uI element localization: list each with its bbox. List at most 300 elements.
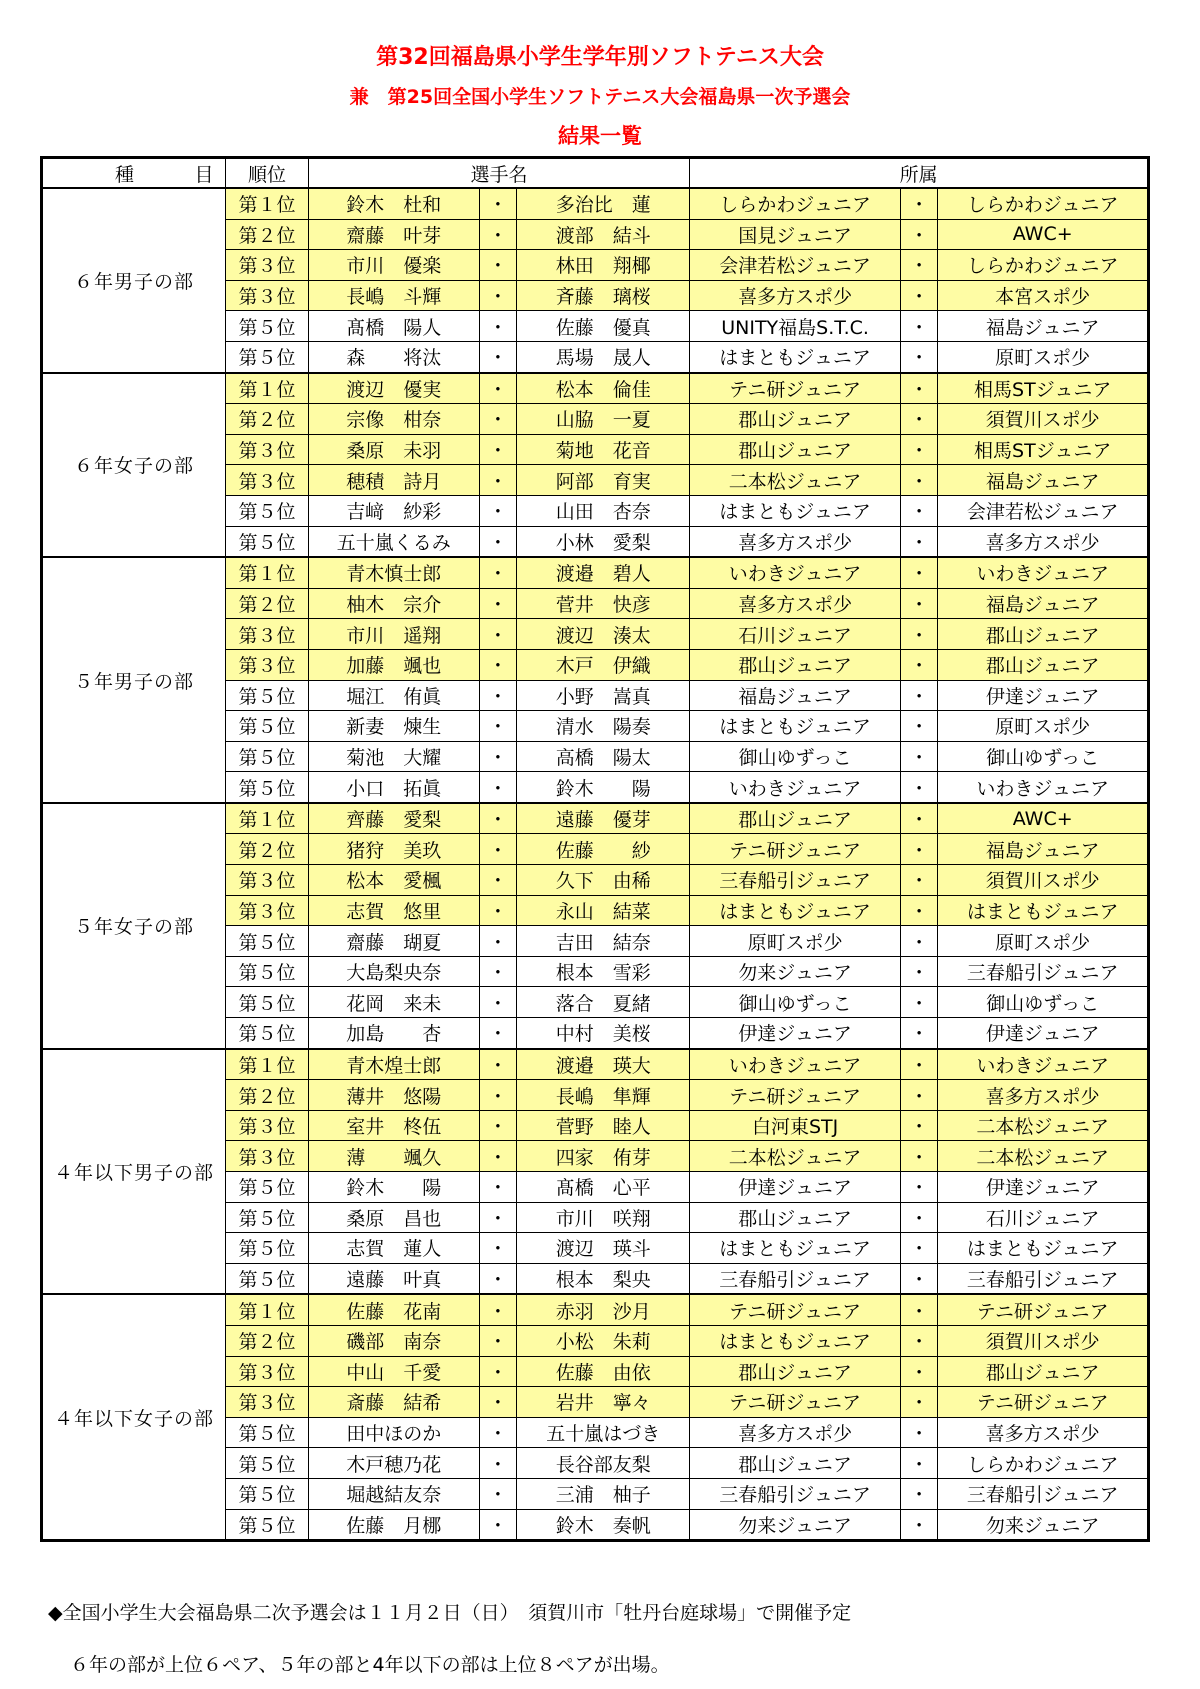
affiliation2-cell: 相馬STジュニア [938,373,1149,404]
separator-cell: ・ [479,1172,516,1203]
separator-cell: ・ [900,280,937,311]
separator-cell: ・ [900,987,937,1018]
affiliation1-cell: しらかわジュニア [690,188,901,219]
rank-cell: 第５位 [226,341,309,372]
separator-cell: ・ [479,526,516,557]
player2-cell: 渡辺 湊太 [517,619,690,650]
rank-cell: 第３位 [226,250,309,281]
player1-cell: 渡辺 優実 [308,373,479,404]
player2-cell: 佐藤 由依 [517,1356,690,1387]
separator-cell: ・ [479,188,516,219]
affiliation2-cell: テニ研ジュニア [938,1387,1149,1418]
rank-cell: 第３位 [226,895,309,926]
affiliation2-cell: しらかわジュニア [938,188,1149,219]
results-heading: 結果一覧 [558,124,642,148]
affiliation1-cell: 国見ジュニア [690,219,901,250]
rank-cell: 第５位 [226,741,309,772]
rank-cell: 第５位 [226,1018,309,1049]
separator-cell: ・ [900,1202,937,1233]
affiliation2-cell: 伊達ジュニア [938,680,1149,711]
header-affiliation: 所属 [690,158,1149,189]
player1-cell: 大島梨央奈 [308,956,479,987]
affiliation2-cell: 喜多方スポ少 [938,1417,1149,1448]
affiliation1-cell: 三春船引ジュニア [690,1478,901,1509]
player1-cell: 磯部 南奈 [308,1325,479,1356]
rank-cell: 第２位 [226,219,309,250]
player2-cell: 渡辺 瑛斗 [517,1233,690,1264]
player1-cell: 佐藤 月梛 [308,1509,479,1541]
table-row [42,1049,1149,1080]
rank-cell: 第２位 [226,404,309,435]
affiliation1-cell: テニ研ジュニア [690,1080,901,1111]
separator-cell: ・ [479,680,516,711]
affiliation2-cell: 原町スポ少 [938,926,1149,957]
separator-cell: ・ [900,1356,937,1387]
separator-cell: ・ [479,1294,516,1325]
separator-cell: ・ [479,434,516,465]
separator-cell: ・ [479,465,516,496]
separator-cell: ・ [900,404,937,435]
player2-cell: 中村 美桜 [517,1018,690,1049]
affiliation1-cell: 喜多方スポ少 [690,588,901,619]
affiliation2-cell: 福島ジュニア [938,465,1149,496]
player1-cell: 堀江 侑眞 [308,680,479,711]
player1-cell: 斎藤 結希 [308,1387,479,1418]
player2-cell: 落合 夏緒 [517,987,690,1018]
player2-cell: 根本 梨央 [517,1263,690,1294]
separator-cell: ・ [900,465,937,496]
affiliation2-cell: 喜多方スポ少 [938,1080,1149,1111]
player1-cell: 市川 優楽 [308,250,479,281]
affiliation2-cell: 原町スポ少 [938,341,1149,372]
results-body [42,188,1149,1541]
affiliation1-cell: 二本松ジュニア [690,465,901,496]
player1-cell: 菊池 大耀 [308,741,479,772]
separator-cell: ・ [900,434,937,465]
player1-cell: 五十嵐くるみ [308,526,479,557]
affiliation1-cell: 伊達ジュニア [690,1018,901,1049]
affiliation2-cell: 三春船引ジュニア [938,1263,1149,1294]
separator-cell: ・ [479,219,516,250]
rank-cell: 第５位 [226,1509,309,1541]
affiliation2-cell: しらかわジュニア [938,250,1149,281]
affiliation1-cell: テニ研ジュニア [690,1387,901,1418]
rank-cell: 第５位 [226,956,309,987]
player2-cell: 長嶋 隼輝 [517,1080,690,1111]
rank-cell: 第２位 [226,1325,309,1356]
separator-cell: ・ [900,956,937,987]
player1-cell: 猪狩 美玖 [308,834,479,865]
player2-cell: 三浦 柚子 [517,1478,690,1509]
player2-cell: 吉田 結奈 [517,926,690,957]
separator-cell: ・ [900,741,937,772]
separator-cell: ・ [900,895,937,926]
separator-cell: ・ [900,588,937,619]
affiliation2-cell: 相馬STジュニア [938,434,1149,465]
player2-cell: 菅井 快彦 [517,588,690,619]
player2-cell: 松本 倫佳 [517,373,690,404]
separator-cell: ・ [479,1018,516,1049]
table-header-row [42,158,1149,189]
player2-cell: 多治比 蓮 [517,188,690,219]
player1-cell: 遠藤 叶真 [308,1263,479,1294]
affiliation2-cell: 御山ゆずっこ [938,741,1149,772]
separator-cell: ・ [900,1233,937,1264]
player2-cell: 鈴木 奏帆 [517,1509,690,1541]
player2-cell: 山脇 一夏 [517,404,690,435]
separator-cell: ・ [479,956,516,987]
separator-cell: ・ [479,1478,516,1509]
category-cell: ６年女子の部 [42,373,226,558]
affiliation2-cell: テニ研ジュニア [938,1294,1149,1325]
affiliation1-cell: いわきジュニア [690,557,901,588]
affiliation1-cell: 福島ジュニア [690,680,901,711]
player1-cell: 加島 杏 [308,1018,479,1049]
separator-cell: ・ [900,1294,937,1325]
player1-cell: 堀越結友奈 [308,1478,479,1509]
separator-cell: ・ [479,987,516,1018]
separator-cell: ・ [900,495,937,526]
player2-cell: 渡部 結斗 [517,219,690,250]
separator-cell: ・ [479,1141,516,1172]
rank-cell: 第５位 [226,526,309,557]
document-subtitle: 兼 第25回全国小学生ソフトテニス大会福島県一次予選会 [349,86,851,108]
affiliation2-cell: 郡山ジュニア [938,619,1149,650]
category-cell: ５年男子の部 [42,557,226,803]
table-row [42,803,1149,834]
affiliation1-cell: 伊達ジュニア [690,1172,901,1203]
player1-cell: 加藤 颯也 [308,649,479,680]
affiliation2-cell: はまともジュニア [938,895,1149,926]
separator-cell: ・ [900,619,937,650]
affiliation2-cell: 会津若松ジュニア [938,495,1149,526]
player2-cell: 山田 杏奈 [517,495,690,526]
affiliation2-cell: いわきジュニア [938,1049,1149,1080]
player1-cell: 小口 拓眞 [308,772,479,803]
table-row [42,373,1149,404]
affiliation1-cell: いわきジュニア [690,1049,901,1080]
affiliation2-cell: 二本松ジュニア [938,1110,1149,1141]
separator-cell: ・ [479,834,516,865]
rank-cell: 第３位 [226,434,309,465]
player2-cell: 高橋 陽太 [517,741,690,772]
category-cell: ５年女子の部 [42,803,226,1049]
affiliation1-cell: 喜多方スポ少 [690,526,901,557]
rank-cell: 第５位 [226,1202,309,1233]
separator-cell: ・ [479,1110,516,1141]
separator-cell: ・ [479,1263,516,1294]
rank-cell: 第３位 [226,1141,309,1172]
player2-cell: 永山 結菜 [517,895,690,926]
separator-cell: ・ [900,1509,937,1541]
separator-cell: ・ [900,649,937,680]
affiliation2-cell: 石川ジュニア [938,1202,1149,1233]
player1-cell: 佐藤 花南 [308,1294,479,1325]
separator-cell: ・ [479,741,516,772]
player2-cell: 小林 愛梨 [517,526,690,557]
rank-cell: 第５位 [226,711,309,742]
affiliation1-cell: はまともジュニア [690,1325,901,1356]
separator-cell: ・ [900,341,937,372]
affiliation1-cell: はまともジュニア [690,711,901,742]
separator-cell: ・ [479,404,516,435]
affiliation2-cell: 本宮スポ少 [938,280,1149,311]
player1-cell: 穂積 詩月 [308,465,479,496]
separator-cell: ・ [900,1263,937,1294]
affiliation1-cell: 郡山ジュニア [690,649,901,680]
separator-cell: ・ [479,803,516,834]
player1-cell: 志賀 悠里 [308,895,479,926]
player2-cell: 鈴木 陽 [517,772,690,803]
player1-cell: 新妻 煉生 [308,711,479,742]
separator-cell: ・ [900,311,937,342]
player2-cell: 小松 朱莉 [517,1325,690,1356]
player1-cell: 桑原 昌也 [308,1202,479,1233]
player1-cell: 吉﨑 紗彩 [308,495,479,526]
player1-cell: 長嶋 斗輝 [308,280,479,311]
rank-cell: 第５位 [226,987,309,1018]
separator-cell: ・ [479,1233,516,1264]
affiliation1-cell: 郡山ジュニア [690,434,901,465]
separator-cell: ・ [900,680,937,711]
separator-cell: ・ [479,711,516,742]
table-row [42,557,1149,588]
player1-cell: 鈴木 杜和 [308,188,479,219]
separator-cell: ・ [479,1417,516,1448]
separator-cell: ・ [479,1509,516,1541]
player1-cell: 齋藤 瑚夏 [308,926,479,957]
affiliation2-cell: 喜多方スポ少 [938,526,1149,557]
rank-cell: 第１位 [226,373,309,404]
affiliation1-cell: テニ研ジュニア [690,1294,901,1325]
rank-cell: 第５位 [226,772,309,803]
rank-cell: 第５位 [226,1478,309,1509]
player1-cell: 室井 柊伍 [308,1110,479,1141]
rank-cell: 第１位 [226,803,309,834]
separator-cell: ・ [479,649,516,680]
separator-cell: ・ [900,803,937,834]
separator-cell: ・ [479,311,516,342]
affiliation2-cell: いわきジュニア [938,557,1149,588]
separator-cell: ・ [479,619,516,650]
rank-cell: 第２位 [226,834,309,865]
separator-cell: ・ [900,219,937,250]
affiliation2-cell: 三春船引ジュニア [938,956,1149,987]
affiliation2-cell: 福島ジュニア [938,588,1149,619]
separator-cell: ・ [900,557,937,588]
player1-cell: 桑原 未羽 [308,434,479,465]
affiliation1-cell: 原町スポ少 [690,926,901,957]
affiliation1-cell: 喜多方スポ少 [690,1417,901,1448]
player2-cell: 岩井 寧々 [517,1387,690,1418]
rank-cell: 第３位 [226,465,309,496]
separator-cell: ・ [900,1049,937,1080]
player1-cell: 齋藤 叶芽 [308,219,479,250]
player2-cell: 佐藤 優真 [517,311,690,342]
affiliation2-cell: 郡山ジュニア [938,1356,1149,1387]
separator-cell: ・ [479,895,516,926]
rank-cell: 第５位 [226,1172,309,1203]
rank-cell: 第３位 [226,1110,309,1141]
player1-cell: 柚木 宗介 [308,588,479,619]
affiliation1-cell: 石川ジュニア [690,619,901,650]
rank-cell: 第１位 [226,1294,309,1325]
rank-cell: 第２位 [226,1080,309,1111]
document-title: 第32回福島県小学生学年別ソフトテニス大会 [376,45,824,70]
affiliation1-cell: テニ研ジュニア [690,834,901,865]
separator-cell: ・ [900,1141,937,1172]
separator-cell: ・ [479,495,516,526]
player1-cell: 森 将汰 [308,341,479,372]
player1-cell: 市川 遥翔 [308,619,479,650]
player2-cell: 阿部 育実 [517,465,690,496]
separator-cell: ・ [900,188,937,219]
separator-cell: ・ [479,1049,516,1080]
separator-cell: ・ [479,772,516,803]
rank-cell: 第１位 [226,557,309,588]
rank-cell: 第３位 [226,865,309,896]
rank-cell: 第１位 [226,1049,309,1080]
player1-cell: 髙橋 陽人 [308,311,479,342]
rank-cell: 第５位 [226,1448,309,1479]
separator-cell: ・ [900,250,937,281]
affiliation1-cell: 勿来ジュニア [690,1509,901,1541]
affiliation2-cell: AWC+ [938,219,1149,250]
player1-cell: 齊藤 愛梨 [308,803,479,834]
separator-cell: ・ [900,1110,937,1141]
affiliation2-cell: 三春船引ジュニア [938,1478,1149,1509]
player2-cell: 佐藤 紗 [517,834,690,865]
affiliation1-cell: はまともジュニア [690,495,901,526]
player1-cell: 青木慎士郎 [308,557,479,588]
player2-cell: 菅野 睦人 [517,1110,690,1141]
affiliation1-cell: はまともジュニア [690,341,901,372]
player1-cell: 中山 千愛 [308,1356,479,1387]
affiliation2-cell: 二本松ジュニア [938,1141,1149,1172]
separator-cell: ・ [479,1080,516,1111]
player2-cell: 木戸 伊織 [517,649,690,680]
category-cell: ４年以下女子の部 [42,1294,226,1540]
separator-cell: ・ [900,711,937,742]
player2-cell: 根本 雪彩 [517,956,690,987]
affiliation2-cell: しらかわジュニア [938,1448,1149,1479]
affiliation1-cell: 二本松ジュニア [690,1141,901,1172]
player2-cell: 四家 侑芽 [517,1141,690,1172]
separator-cell: ・ [900,926,937,957]
player2-cell: 長谷部友梨 [517,1448,690,1479]
separator-cell: ・ [479,865,516,896]
header-category [42,158,226,189]
affiliation1-cell: はまともジュニア [690,895,901,926]
note-qualification: ６年の部が上位６ペア、５年の部と4年以下の部は上位８ペアが出場。 [70,1654,670,1676]
separator-cell: ・ [479,926,516,957]
affiliation2-cell: 勿来ジュニア [938,1509,1149,1541]
affiliation2-cell: 福島ジュニア [938,311,1149,342]
affiliation2-cell: 須賀川スポ少 [938,404,1149,435]
rank-cell: 第３位 [226,619,309,650]
separator-cell: ・ [900,1387,937,1418]
player2-cell: 渡邉 瑛大 [517,1049,690,1080]
affiliation1-cell: 郡山ジュニア [690,1202,901,1233]
affiliation1-cell: いわきジュニア [690,772,901,803]
rank-cell: 第３位 [226,280,309,311]
player1-cell: 薄井 悠陽 [308,1080,479,1111]
affiliation2-cell: いわきジュニア [938,772,1149,803]
results-table [40,156,1150,1542]
note-schedule: ◆全国小学生大会福島県二次予選会は１１月２日（日） 須賀川市「牡丹台庭球場」で開催予定 [48,1602,852,1624]
separator-cell: ・ [900,1325,937,1356]
separator-cell: ・ [479,1448,516,1479]
separator-cell: ・ [900,1448,937,1479]
header-players: 選手名 [308,158,690,189]
separator-cell: ・ [900,865,937,896]
table-row [42,188,1149,219]
rank-cell: 第５位 [226,1417,309,1448]
affiliation1-cell: テニ研ジュニア [690,373,901,404]
player1-cell: 木戸穂乃花 [308,1448,479,1479]
header-category-a: 種 [115,163,135,186]
affiliation1-cell: 三春船引ジュニア [690,865,901,896]
separator-cell: ・ [900,1417,937,1448]
rank-cell: 第５位 [226,311,309,342]
affiliation1-cell: はまともジュニア [690,1233,901,1264]
affiliation1-cell: 御山ゆずっこ [690,741,901,772]
rank-cell: 第５位 [226,926,309,957]
header-rank: 順位 [226,158,309,189]
player2-cell: 市川 咲翔 [517,1202,690,1233]
separator-cell: ・ [900,834,937,865]
affiliation2-cell: 郡山ジュニア [938,649,1149,680]
affiliation1-cell: 三春船引ジュニア [690,1263,901,1294]
affiliation2-cell: 福島ジュニア [938,834,1149,865]
player2-cell: 赤羽 沙月 [517,1294,690,1325]
affiliation1-cell: 御山ゆずっこ [690,987,901,1018]
header-category-b: 目 [194,163,214,186]
player1-cell: 田中ほのか [308,1417,479,1448]
player2-cell: 馬場 晟人 [517,341,690,372]
player2-cell: 久下 由稀 [517,865,690,896]
player1-cell: 花岡 来未 [308,987,479,1018]
rank-cell: 第２位 [226,588,309,619]
category-cell: ４年以下男子の部 [42,1049,226,1295]
separator-cell: ・ [900,772,937,803]
player2-cell: 小野 嵩真 [517,680,690,711]
affiliation1-cell: 白河東STJ [690,1110,901,1141]
separator-cell: ・ [900,1172,937,1203]
affiliation1-cell: 会津若松ジュニア [690,250,901,281]
affiliation2-cell: はまともジュニア [938,1233,1149,1264]
separator-cell: ・ [479,1325,516,1356]
affiliation1-cell: 郡山ジュニア [690,1356,901,1387]
rank-cell: 第３位 [226,1387,309,1418]
player1-cell: 青木煌士郎 [308,1049,479,1080]
rank-cell: 第５位 [226,1233,309,1264]
player1-cell: 志賀 蓮人 [308,1233,479,1264]
player2-cell: 菊地 花音 [517,434,690,465]
affiliation2-cell: 御山ゆずっこ [938,987,1149,1018]
separator-cell: ・ [479,1356,516,1387]
separator-cell: ・ [900,373,937,404]
player2-cell: 五十嵐はづき [517,1417,690,1448]
player2-cell: 斉藤 璃桜 [517,280,690,311]
affiliation1-cell: 勿来ジュニア [690,956,901,987]
rank-cell: 第５位 [226,495,309,526]
affiliation1-cell: 郡山ジュニア [690,404,901,435]
rank-cell: 第３位 [226,649,309,680]
player1-cell: 鈴木 陽 [308,1172,479,1203]
player2-cell: 渡邉 碧人 [517,557,690,588]
affiliation2-cell: 伊達ジュニア [938,1018,1149,1049]
